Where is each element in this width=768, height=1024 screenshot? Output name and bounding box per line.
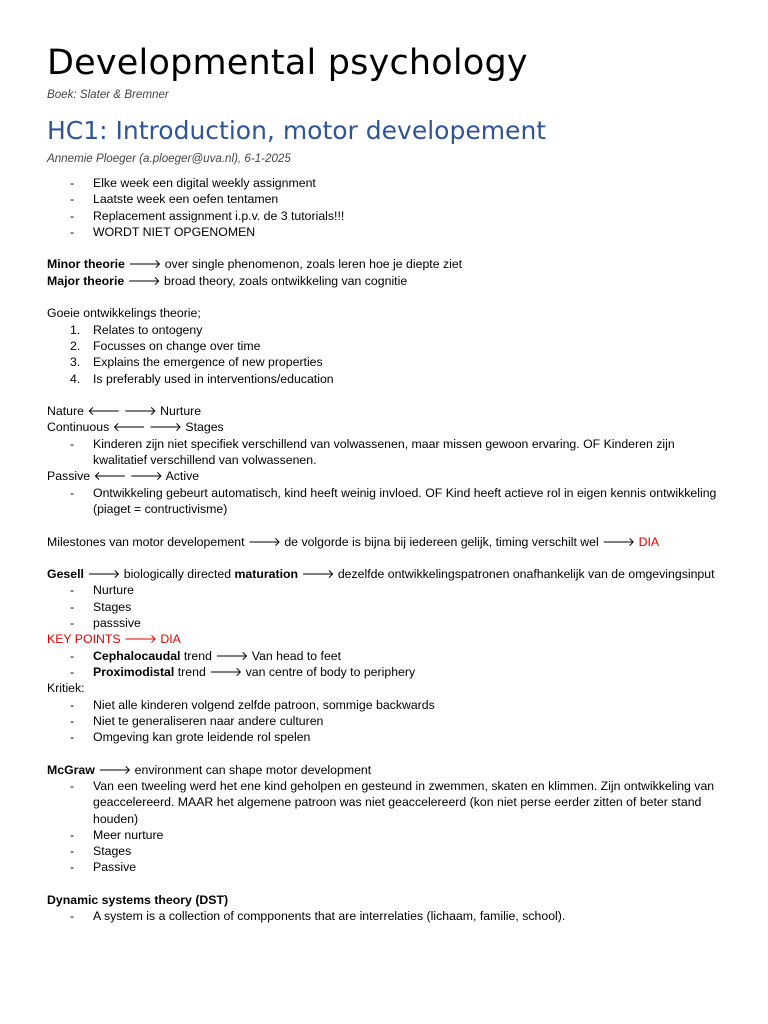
list-item: - Meer nurture [70,827,164,842]
list-item: - Nurture [70,583,135,598]
milestones-line: Milestones van motor developement 🡒 de volgorde is bijna bij iedereen gelijk, timing verschilt wel 🡒 DIA [47,534,660,549]
book-reference: Boek: Slater & Bremner [47,88,169,101]
intro-list [47,175,727,240]
dst-heading: Dynamic systems theory (DST) [47,893,229,908]
list-item: - Proximodistal trend 🡒 van centre of body to periphery [70,664,416,679]
nature-nurture-line: Nature 🡐 🡒 Nurture [47,404,202,419]
list-item: - Stages [70,599,132,614]
good-theory-list [47,322,727,387]
list-item: - A system is a collection of compponents that are interrelaties (lichaam, familie, school). [70,909,566,924]
list-item: - Kinderen zijn niet specifiek verschillend van volwassenen, maar missen gewoon ervaring. OF Kinderen zijn kwalitatief verschillend van volwassenen. [70,436,675,468]
list-item: 4. Is preferably used in interventions/education [70,371,334,386]
dst-list [47,908,727,924]
dia-marker: DIA [638,534,660,549]
passive-active-line: Passive 🡐 🡒 Active [47,469,200,484]
trend-list [47,648,727,681]
list-item: - Replacement assignment i.p.v. de 3 tutorials!!! [70,208,345,223]
lecturer-line: Annemie Ploeger (a.ploeger@uva.nl), 6-1-2025 [47,152,291,165]
major-theory-line: Major theorie 🡒 broad theory, zoals ontwikkeling van cognitie [47,273,408,288]
list-item: 2. Focusses on change over time [70,338,261,353]
continuous-stages-line: Continuous 🡐 🡒 Stages [47,420,224,435]
list-item: - passsive [70,616,141,631]
list-item: - Cephalocaudal trend 🡒 Van head to feet [70,648,342,663]
list-item: 3. Explains the emergence of new properties [70,355,323,370]
list-item: - Niet te generaliseren naar andere culturen [70,713,324,728]
list-item: - Passive [70,860,137,875]
list-item: - Niet alle kinderen volgend zelfde patroon, sommige backwards [70,697,435,712]
document-page [47,42,727,925]
mcgraw-list [47,778,727,876]
gesell-list [47,582,727,631]
list-item: - Ontwikkeling gebeurt automatisch, kind heeft weinig invloed. OF Kind heeft actieve rol in eigen kennis ontwikkeling (piaget = contructivisme) [70,485,717,516]
list-item: - Laatste week een oefen tentamen [70,192,279,207]
list-item: - Elke week een digital weekly assignment [70,176,316,190]
list-item: - Van een tweeling werd het ene kind geholpen en gesteund in zwemmen, skaten en klimmen. Zijn ontwikkeling van geaccelereerd. MAAR het algemene patroon was niet geaccelereerd (kon niet perse eerder zitten of beter stand houden) [70,778,715,826]
gesell-line: Gesell 🡒 biologically directed maturation 🡒 dezelfde ontwikkelingspatronen onafhankelijk van de omgevingsinput [47,567,715,582]
key-points-line: KEY POINTS 🡒 DIA [47,632,181,647]
list-item: - Stages [70,844,132,859]
document-title: Developmental psychology [47,43,528,83]
good-theory-intro: Goeie ontwikkelings theorie; [47,306,201,321]
minor-theory-line: Minor theorie 🡒 over single phenomenon, zoals leren hoe je diepte ziet [47,257,463,272]
list-item: - WORDT NIET OPGENOMEN [70,224,256,239]
critique-list [47,697,727,746]
list-item: 1. Relates to ontogeny [70,322,203,337]
list-item: - Omgeving kan grote leidende rol spelen [70,730,311,745]
mcgraw-line: McGraw 🡒 environment can shape motor development [47,762,372,777]
lecture-heading: HC1: Introduction, motor developement [47,116,547,145]
critique-label: Kritiek: [47,681,85,696]
